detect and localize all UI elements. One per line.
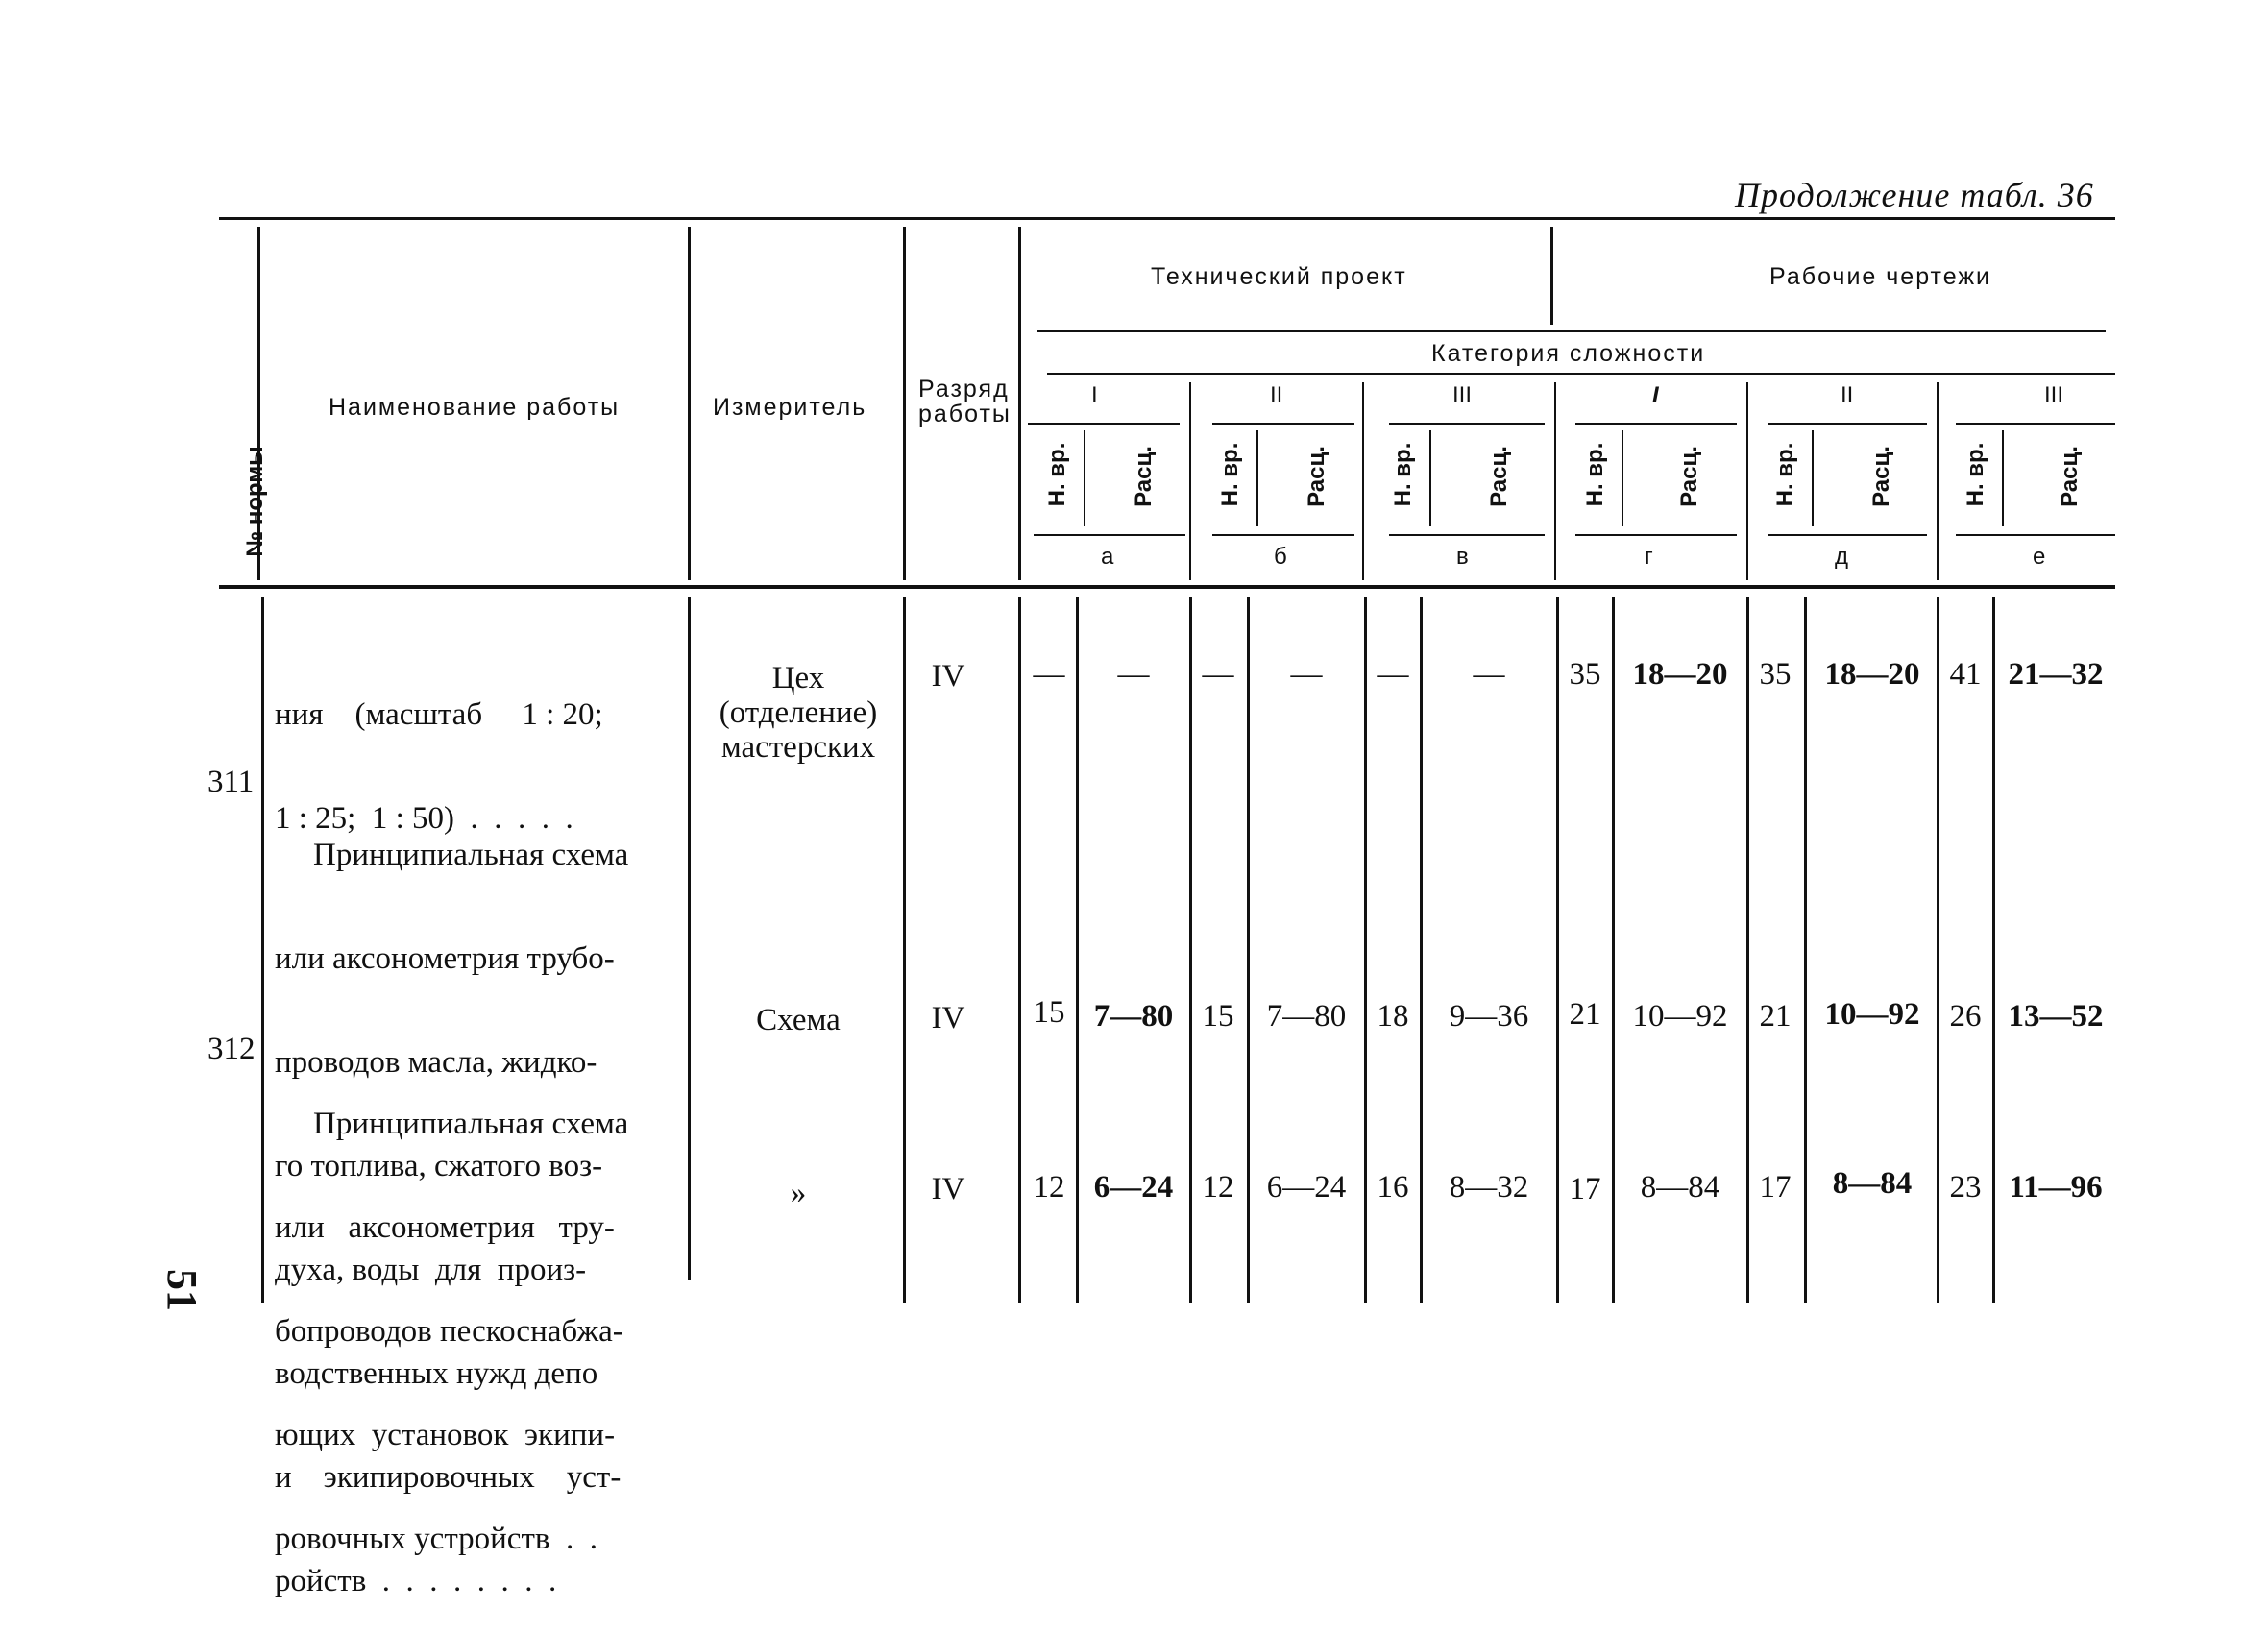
- header-divider: [1550, 227, 1553, 325]
- header-complexity: Категория сложности: [1431, 340, 1706, 367]
- row-value: 6—24: [1266, 1170, 1347, 1205]
- column-letter: д: [1835, 544, 1849, 570]
- row-grade: IV: [931, 659, 965, 694]
- header-top-rule: [219, 217, 2115, 220]
- subheader-time: Н. вр.: [1582, 442, 1608, 507]
- row-value: 17: [1569, 1172, 1601, 1206]
- row-value: 21: [1759, 999, 1792, 1034]
- subheader-price: Расц.: [1676, 446, 1702, 507]
- column-letter: е: [2033, 544, 2046, 570]
- header-divider: [1018, 227, 1021, 580]
- row-unit: Цех (отделение) мастерских: [719, 661, 878, 765]
- body-divider: [1247, 597, 1250, 1303]
- group-underline: [1037, 330, 2106, 332]
- row-value: 8—84: [1640, 1170, 1720, 1205]
- letter-underline: [1768, 534, 1927, 536]
- row-value: 18: [1377, 999, 1409, 1034]
- row-value: —: [1290, 657, 1323, 692]
- row-value: 8—84: [1832, 1166, 1913, 1201]
- subheader-time: Н. вр.: [1772, 442, 1798, 507]
- row-norm-number: 311: [207, 765, 255, 799]
- body-divider: [1804, 597, 1807, 1303]
- row-grade: IV: [931, 1001, 965, 1036]
- row-value: 15: [1202, 999, 1234, 1034]
- header-work-name: Наименование работы: [329, 394, 621, 421]
- row-work-name: ния (масштаб 1 : 20; 1 : 25; 1 : 50) . . . . .: [275, 697, 603, 836]
- subheader-price: Расц.: [2057, 446, 2083, 507]
- header-divider: [903, 227, 906, 580]
- subheader-time: Н. вр.: [1963, 442, 1988, 507]
- body-divider: [1076, 597, 1079, 1303]
- row-value: 12: [1033, 1170, 1065, 1205]
- category-label: I: [1652, 382, 1659, 408]
- header-bottom-rule: [219, 585, 2115, 589]
- body-divider: [261, 597, 264, 1303]
- category-label: II: [1270, 382, 1283, 408]
- row-value: 18—20: [1824, 657, 1920, 692]
- column-letter: б: [1274, 544, 1287, 570]
- row-value: 12: [1202, 1170, 1234, 1205]
- row-value: 11—96: [2009, 1170, 2103, 1205]
- row-value: 16: [1377, 1170, 1409, 1205]
- row-unit: Схема: [756, 1003, 841, 1037]
- category-label: II: [1841, 382, 1854, 408]
- body-divider: [688, 597, 691, 1280]
- row-grade: IV: [931, 1172, 965, 1206]
- row-value: —: [1033, 657, 1065, 692]
- row-value: 10—92: [1824, 997, 1920, 1032]
- row-value: 9—36: [1449, 999, 1529, 1034]
- body-divider: [1992, 597, 1995, 1303]
- body-divider: [903, 597, 906, 1303]
- row-value: 21—32: [2008, 657, 2104, 692]
- row-value: 23: [1949, 1170, 1982, 1205]
- header-grade: Разряд работы: [918, 376, 1012, 427]
- subheader-price: Расц.: [1868, 446, 1894, 507]
- row-value: 8—32: [1449, 1170, 1529, 1205]
- letter-underline: [1212, 534, 1354, 536]
- subheader-price: Расц.: [1304, 446, 1329, 507]
- row-value: —: [1377, 657, 1409, 692]
- row-value: 41: [1949, 657, 1982, 692]
- body-divider: [1018, 597, 1021, 1303]
- letter-underline: [1389, 534, 1545, 536]
- category-underline: [1956, 423, 2115, 425]
- row-value: 26: [1949, 999, 1982, 1034]
- category-underline: [1028, 423, 1180, 425]
- row-norm-number: 312: [207, 1032, 256, 1066]
- body-divider: [1420, 597, 1423, 1303]
- column-letter: г: [1645, 544, 1653, 570]
- letter-underline: [1575, 534, 1737, 536]
- row-value: —: [1117, 657, 1150, 692]
- table-continuation-caption: Продолжение табл. 36: [1735, 176, 2094, 214]
- row-value: 10—92: [1632, 999, 1728, 1034]
- row-value: 6—24: [1093, 1170, 1174, 1205]
- header-unit: Измеритель: [713, 394, 867, 421]
- row-value: 13—52: [2008, 999, 2104, 1034]
- row-value: —: [1202, 657, 1234, 692]
- header-divider: [688, 227, 691, 580]
- row-value: 17: [1759, 1170, 1792, 1205]
- subheader-price: Расц.: [1486, 446, 1512, 507]
- row-value: 15: [1033, 995, 1065, 1030]
- column-letter: а: [1101, 544, 1114, 570]
- body-divider: [1612, 597, 1615, 1303]
- subheader-time: Н. вр.: [1390, 442, 1416, 507]
- column-letter: в: [1456, 544, 1469, 570]
- subheader-price: Расц.: [1131, 446, 1157, 507]
- subheader-time: Н. вр.: [1217, 442, 1243, 507]
- page-number: 51: [159, 1269, 206, 1311]
- letter-underline: [1956, 534, 2115, 536]
- letter-underline: [1034, 534, 1185, 536]
- row-work-name: Принципиальная схема или аксонометрия трубо- проводов масла, жидко- го топлива, сжатого воз- духа, воды для произ- водственных нужд депо и экипировочных уст- ройств . . . . . . . .: [275, 838, 629, 1598]
- category-label: I: [1091, 382, 1098, 408]
- row-value: 21: [1569, 997, 1601, 1032]
- row-value: 7—80: [1093, 999, 1174, 1034]
- category-label: III: [2044, 382, 2064, 408]
- row-value: 7—80: [1266, 999, 1347, 1034]
- category-underline: [1575, 423, 1737, 425]
- row-value: 18—20: [1632, 657, 1728, 692]
- row-value: —: [1473, 657, 1505, 692]
- category-underline: [1212, 423, 1354, 425]
- row-unit: »: [790, 1176, 807, 1210]
- row-value: 35: [1759, 657, 1792, 692]
- header-working-drawings: Рабочие чертежи: [1769, 263, 1992, 290]
- subheader-time: Н. вр.: [1044, 442, 1070, 507]
- complexity-underline: [1047, 373, 2115, 375]
- category-underline: [1389, 423, 1545, 425]
- header-norm-number: № нормы: [242, 446, 268, 557]
- category-underline: [1768, 423, 1927, 425]
- header-technical-project: Технический проект: [1151, 263, 1407, 290]
- row-work-name: Принципиальная схема или аксонометрия тру- бопроводов пескоснабжа- ющих установок экипи- ровочных устройств . .: [275, 1107, 629, 1556]
- row-value: 35: [1569, 657, 1601, 692]
- category-label: III: [1452, 382, 1473, 408]
